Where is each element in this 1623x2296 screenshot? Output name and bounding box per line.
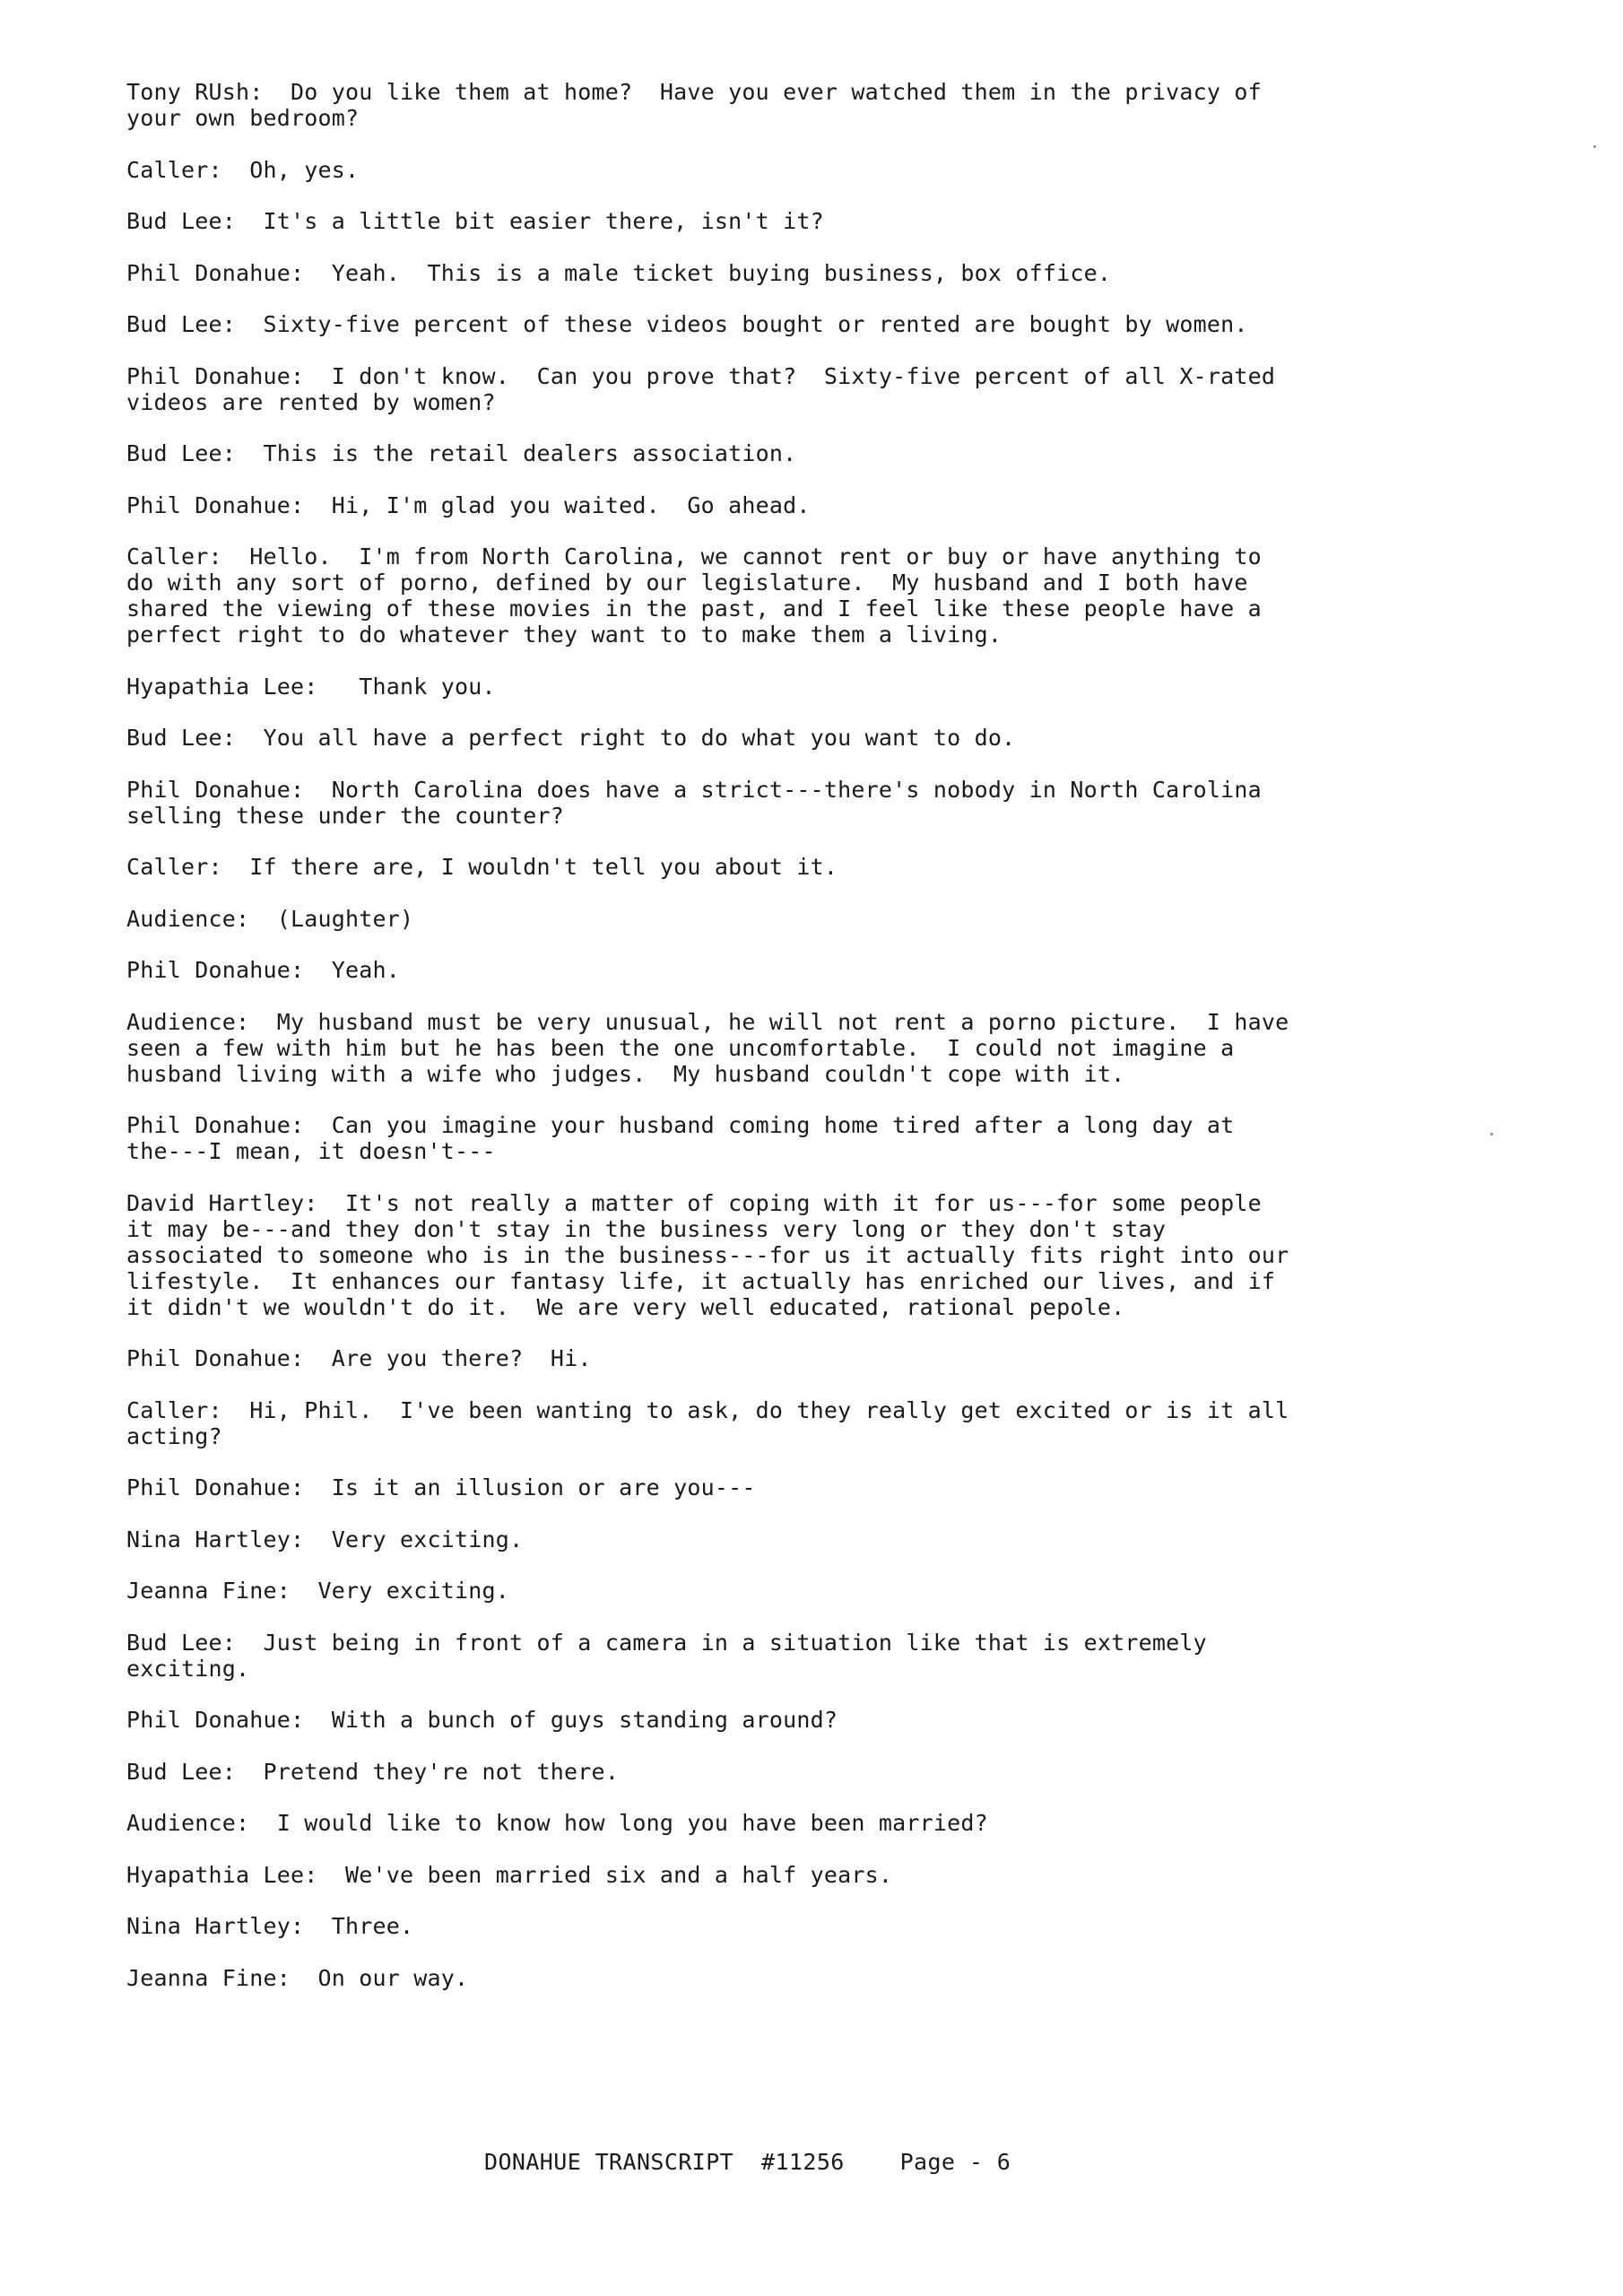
speech-text: Hi, I'm glad you waited. Go ahead. [331,491,811,518]
speech-text: I would like to know how long you have been married? [276,1810,988,1836]
speaker-name: Jeanna Fine: [126,1578,291,1604]
transcript-entry [126,1913,1436,1939]
speech-text: Just being in front of a camera in a situation like that is extremely exciting. [126,1629,1207,1682]
speaker-name: Bud Lee: [126,208,237,234]
speaker-name: Caller: [126,854,222,880]
speech-text: Is it an illusion or are you--- [331,1474,756,1500]
speech-text: Yeah. This is a male ticket buying business, box office. [331,259,1112,286]
speech-text: Are you there? Hi. [331,1345,592,1371]
transcript-entry [126,1965,1436,1991]
transcript-entry [126,725,1436,751]
speaker-name: Hyapathia Lee: [126,673,318,700]
speech-text: Thank you. [345,673,496,700]
speaker-name: Phil Donahue: [126,776,305,803]
speech-text: Three. [331,1913,414,1939]
speaker-name: Phil Donahue: [126,957,305,983]
transcript-entry [126,1578,1436,1604]
speaker-name: Audience: [126,905,250,932]
transcript-entry [126,544,1436,648]
speech-text: Do you like them at home? Have you ever watched them in the privacy of your own bedroom? [126,79,1262,131]
transcript-entry [126,157,1436,183]
transcript-entry [126,440,1436,466]
speech-text: North Carolina does have a strict---there's nobody in North Carolina selling these under the counter? [126,776,1262,829]
scan-speck [1593,145,1596,148]
speaker-name: Bud Lee: [126,440,237,466]
speech-text: (Laughter) [276,905,414,932]
speaker-name: Caller: [126,156,222,183]
speech-text: If there are, I wouldn't tell you about it. [249,854,838,880]
transcript-entry [126,363,1436,415]
speech-text: With a bunch of guys standing around? [331,1707,838,1733]
scan-speck [1490,1133,1493,1135]
speaker-name: Phil Donahue: [126,1112,305,1138]
speaker-name: Phil Donahue: [126,1707,305,1733]
speaker-name: Audience: [126,1810,250,1836]
speaker-name: Bud Lee: [126,1629,237,1656]
transcript-entry [126,79,1436,131]
speaker-name: Phil Donahue: [126,1345,305,1371]
transcript-entry [126,854,1436,880]
transcript-entry [126,906,1436,932]
transcript-entry [126,208,1436,234]
speech-text: On our way. [317,1964,469,1991]
speaker-name: Audience: [126,1008,250,1035]
speech-text: Yeah. [331,957,401,983]
speech-text: Pretend they're not there. [263,1758,620,1785]
speech-text: It's a little bit easier there, isn't it? [263,208,824,234]
speech-text: Very exciting. [317,1578,510,1604]
transcript-entry [126,1009,1436,1087]
speaker-name: Caller: [126,1396,222,1423]
speaker-name: Bud Lee: [126,725,237,751]
speech-text: We've been married six and a half years. [345,1861,893,1888]
speaker-name: Phil Donahue: [126,491,305,518]
speech-text: My husband must be very unusual, he will not rent a porno picture. I have seen a few with him but he has been the one uncomfortable. I could not imagine a husband living with a wife who judges. My husband couldn't cope with it. [126,1008,1289,1087]
transcript-entry [126,1474,1436,1500]
transcript-entry [126,1810,1436,1836]
speech-text: Oh, yes. [249,156,360,183]
speaker-name: Caller: [126,544,222,570]
speaker-name: Hyapathia Lee: [126,1861,318,1888]
transcript-entry [126,1526,1436,1552]
speaker-name: Phil Donahue: [126,362,305,389]
speech-text: It's not really a matter of coping with it for us---for some people it may be---and they don't stay in the business very long or they don't stay associated to someone who is in the business---for us it actually fits right into our lifestyle. It enhances our fantasy life, it actually has enriched our lives, and if it didn't we wouldn't do it. We are very well educated, rational pepole. [126,1189,1289,1320]
footer-page-number: Page - 6 [899,2149,1011,2175]
transcript-entry [126,1345,1436,1371]
speaker-name: David Hartley: [126,1189,318,1216]
speech-text: Sixty-five percent of these videos bought or rented are bought by women. [263,311,1248,337]
transcript-entry [126,957,1436,983]
speaker-name: Bud Lee: [126,311,237,337]
speech-text: Can you imagine your husband coming home tired after a long day at the---I mean, it doesn't--- [126,1112,1235,1164]
transcript-entry [126,674,1436,700]
page-footer [484,2149,1011,2175]
transcript-entry [126,311,1436,337]
transcript-body [126,79,1436,2016]
speaker-name: Nina Hartley: [126,1913,305,1939]
transcript-entry [126,1397,1436,1449]
speech-text: Hi, Phil. I've been wanting to ask, do they really get excited or is it all acting? [126,1396,1289,1449]
transcript-entry [126,777,1436,829]
speech-text: I don't know. Can you prove that? Sixty-five percent of all X-rated videos are rented by women? [126,362,1276,415]
speech-text: This is the retail dealers association. [263,440,797,466]
transcript-entry [126,1759,1436,1785]
transcript-entry [126,1112,1436,1164]
speaker-name: Phil Donahue: [126,1474,305,1500]
speaker-name: Bud Lee: [126,1758,237,1785]
transcript-entry [126,1707,1436,1733]
speech-text: You all have a perfect right to do what you want to do. [263,725,1016,751]
transcript-entry [126,492,1436,518]
transcript-entry [126,1190,1436,1320]
speaker-name: Nina Hartley: [126,1526,305,1552]
speaker-name: Phil Donahue: [126,259,305,286]
speaker-name: Tony RUsh: [126,79,264,105]
transcript-entry [126,1862,1436,1888]
speech-text: Very exciting. [331,1526,524,1552]
footer-transcript-number: #11256 [761,2149,845,2175]
footer-title: DONAHUE TRANSCRIPT [484,2149,734,2175]
transcript-entry [126,1630,1436,1682]
speech-text: Hello. I'm from North Carolina, we cannot rent or buy or have anything to do with any sort of porno, defined by our legislature. My husband and I both have shared the viewing of these movies in the past, and I feel like these people have a perfect right to do whatever they want to to make them a living. [126,544,1262,648]
transcript-entry [126,260,1436,286]
speaker-name: Jeanna Fine: [126,1964,291,1991]
